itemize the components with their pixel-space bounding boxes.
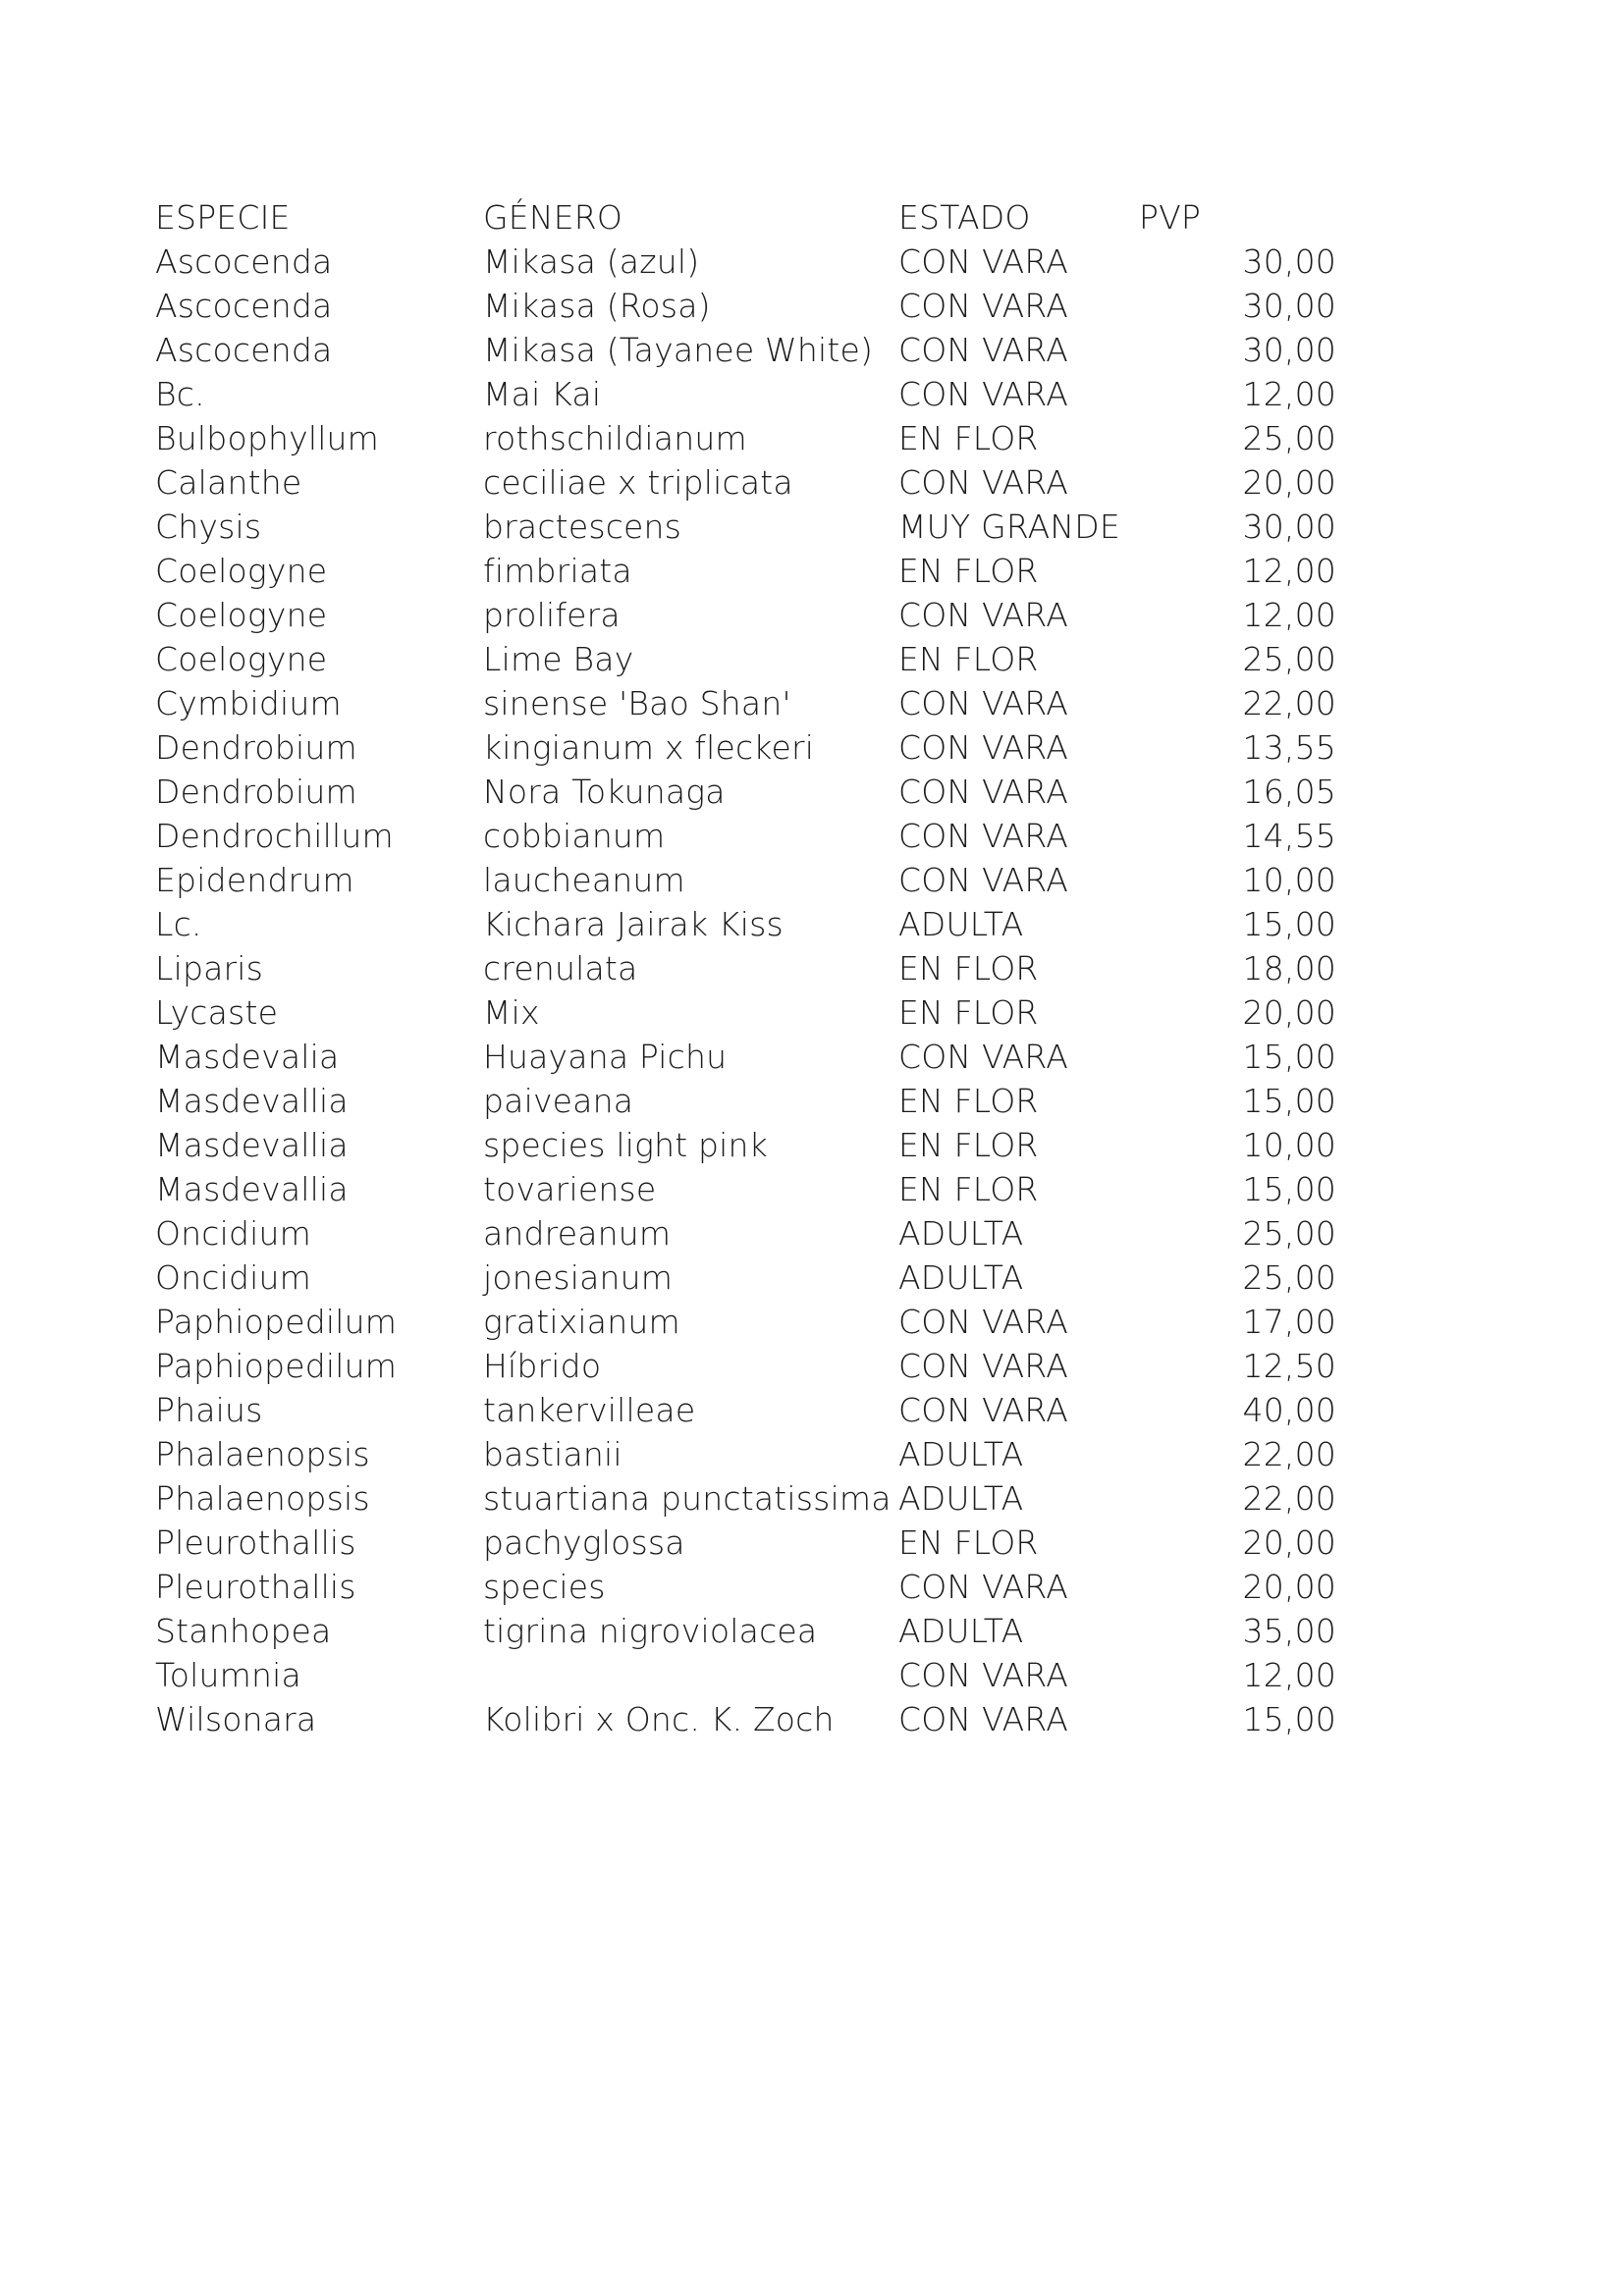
cell-genero: laucheanum	[483, 861, 685, 899]
cell-estado: EN FLOR	[898, 993, 1039, 1032]
cell-pvp: 20,00	[1242, 1568, 1336, 1606]
cell-especie: Ascocenda	[155, 287, 333, 325]
cell-pvp: 10,00	[1242, 861, 1336, 899]
cell-estado: CON VARA	[898, 728, 1068, 767]
cell-genero: tigrina nigroviolacea	[483, 1612, 818, 1650]
cell-especie: Oncidium	[155, 1214, 311, 1253]
cell-estado: ADULTA	[898, 905, 1024, 943]
table-row	[155, 1300, 1336, 1344]
cell-genero: Mix	[483, 993, 540, 1032]
table-row	[155, 814, 1336, 858]
table-row	[155, 1211, 1336, 1255]
table-row	[155, 902, 1336, 946]
cell-genero: sinense 'Bao Shan'	[483, 684, 791, 722]
cell-pvp: 14,55	[1242, 817, 1336, 855]
table-row	[155, 770, 1336, 814]
cell-pvp: 12,50	[1242, 1347, 1336, 1385]
table-row	[155, 240, 1336, 284]
cell-pvp: 12,00	[1242, 375, 1336, 413]
cell-estado: CON VARA	[898, 242, 1068, 281]
cell-estado: CON VARA	[898, 287, 1068, 325]
table-row	[155, 1565, 1336, 1609]
table-row	[155, 946, 1336, 990]
table-row	[155, 328, 1336, 372]
cell-genero: andreanum	[483, 1214, 672, 1253]
cell-especie: Chysis	[155, 507, 262, 546]
cell-pvp: 30,00	[1242, 287, 1336, 325]
cell-estado: CON VARA	[898, 1391, 1068, 1429]
cell-estado: EN FLOR	[898, 1082, 1039, 1120]
table-row	[155, 1697, 1336, 1741]
header-genero: GÉNERO	[483, 198, 623, 237]
cell-especie: Oncidium	[155, 1258, 311, 1297]
cell-especie: Pleurothallis	[155, 1523, 356, 1562]
cell-pvp: 22,00	[1242, 1479, 1336, 1518]
cell-pvp: 18,00	[1242, 949, 1336, 988]
table-row	[155, 460, 1336, 505]
cell-especie: Ascocenda	[155, 242, 333, 281]
cell-pvp: 15,00	[1242, 1082, 1336, 1120]
header-estado: ESTADO	[898, 198, 1031, 237]
cell-pvp: 16,05	[1242, 773, 1336, 811]
cell-especie: Bc.	[155, 375, 205, 413]
cell-estado: EN FLOR	[898, 949, 1039, 988]
cell-estado: CON VARA	[898, 1656, 1068, 1694]
table-row	[155, 990, 1336, 1035]
header-pvp: PVP	[1139, 198, 1201, 237]
cell-pvp: 20,00	[1242, 463, 1336, 502]
cell-especie: Liparis	[155, 949, 264, 988]
cell-estado: CON VARA	[898, 1700, 1068, 1738]
cell-especie: Masdevallia	[155, 1170, 349, 1208]
cell-estado: ADULTA	[898, 1612, 1024, 1650]
cell-especie: Pleurothallis	[155, 1568, 356, 1606]
table-row	[155, 1255, 1336, 1300]
cell-estado: CON VARA	[898, 773, 1068, 811]
cell-estado: ADULTA	[898, 1435, 1024, 1473]
cell-pvp: 25,00	[1242, 640, 1336, 678]
cell-genero: stuartiana punctatissima	[483, 1479, 892, 1518]
cell-especie: Tolumnia	[155, 1656, 301, 1694]
table-row	[155, 1609, 1336, 1653]
cell-genero: rothschildianum	[483, 419, 747, 457]
cell-pvp: 15,00	[1242, 1170, 1336, 1208]
cell-especie: Phalaenopsis	[155, 1435, 370, 1473]
cell-especie: Masdevallia	[155, 1082, 349, 1120]
cell-genero: Híbrido	[483, 1347, 602, 1385]
cell-estado: EN FLOR	[898, 640, 1039, 678]
cell-pvp: 13,55	[1242, 728, 1336, 767]
cell-especie: Calanthe	[155, 463, 302, 502]
cell-genero: fimbriata	[483, 552, 632, 590]
cell-pvp: 12,00	[1242, 596, 1336, 634]
cell-genero: cobbianum	[483, 817, 666, 855]
cell-genero: bractescens	[483, 507, 682, 546]
cell-genero: tankervilleae	[483, 1391, 696, 1429]
cell-especie: Dendrochillum	[155, 817, 394, 855]
cell-pvp: 15,00	[1242, 905, 1336, 943]
cell-pvp: 20,00	[1242, 993, 1336, 1032]
cell-genero: jonesianum	[483, 1258, 674, 1297]
cell-especie: Lycaste	[155, 993, 279, 1032]
cell-estado: CON VARA	[898, 817, 1068, 855]
cell-genero: Mikasa (Rosa)	[483, 287, 711, 325]
cell-genero: ceciliae x triplicata	[483, 463, 793, 502]
cell-genero: Huayana Pichu	[483, 1038, 728, 1076]
cell-estado: ADULTA	[898, 1258, 1024, 1297]
cell-pvp: 20,00	[1242, 1523, 1336, 1562]
table-row	[155, 1167, 1336, 1211]
table-row	[155, 416, 1336, 460]
cell-especie: Phalaenopsis	[155, 1479, 370, 1518]
cell-estado: CON VARA	[898, 1038, 1068, 1076]
cell-pvp: 12,00	[1242, 1656, 1336, 1694]
table-header-row	[155, 195, 1336, 240]
cell-genero: Lime Bay	[483, 640, 634, 678]
cell-genero: kingianum x fleckeri	[483, 728, 815, 767]
table-body	[155, 240, 1336, 1741]
cell-estado: CON VARA	[898, 1347, 1068, 1385]
cell-especie: Cymbidium	[155, 684, 342, 722]
cell-pvp: 10,00	[1242, 1126, 1336, 1164]
cell-estado: CON VARA	[898, 331, 1068, 369]
cell-especie: Coelogyne	[155, 552, 328, 590]
cell-genero: Kichara Jairak Kiss	[483, 905, 784, 943]
cell-genero: Kolibri x Onc. K. Zoch	[483, 1700, 835, 1738]
cell-estado: CON VARA	[898, 463, 1068, 502]
cell-pvp: 15,00	[1242, 1700, 1336, 1738]
cell-genero: species	[483, 1568, 606, 1606]
cell-pvp: 30,00	[1242, 331, 1336, 369]
table-row	[155, 637, 1336, 681]
cell-genero: Mai Kai	[483, 375, 602, 413]
table-row	[155, 1432, 1336, 1476]
table-row	[155, 549, 1336, 593]
cell-estado: CON VARA	[898, 1303, 1068, 1341]
cell-pvp: 22,00	[1242, 1435, 1336, 1473]
cell-especie: Ascocenda	[155, 331, 333, 369]
cell-estado: CON VARA	[898, 1568, 1068, 1606]
cell-especie: Lc.	[155, 905, 202, 943]
cell-estado: CON VARA	[898, 684, 1068, 722]
cell-genero: Mikasa (Tayanee White)	[483, 331, 874, 369]
table-row	[155, 681, 1336, 725]
header-especie: ESPECIE	[155, 198, 291, 237]
cell-pvp: 25,00	[1242, 1258, 1336, 1297]
cell-pvp: 40,00	[1242, 1391, 1336, 1429]
cell-genero: gratixianum	[483, 1303, 680, 1341]
table-row	[155, 372, 1336, 416]
table-row	[155, 1476, 1336, 1521]
table-row	[155, 1123, 1336, 1167]
cell-estado: EN FLOR	[898, 1170, 1039, 1208]
cell-pvp: 35,00	[1242, 1612, 1336, 1650]
cell-genero: Mikasa (azul)	[483, 242, 700, 281]
table-row	[155, 505, 1336, 549]
table-row	[155, 858, 1336, 902]
cell-especie: Wilsonara	[155, 1700, 317, 1738]
cell-pvp: 17,00	[1242, 1303, 1336, 1341]
cell-pvp: 25,00	[1242, 419, 1336, 457]
table-row	[155, 725, 1336, 770]
cell-pvp: 15,00	[1242, 1038, 1336, 1076]
cell-estado: CON VARA	[898, 596, 1068, 634]
cell-pvp: 30,00	[1242, 507, 1336, 546]
price-table	[155, 195, 1336, 1741]
table-row	[155, 284, 1336, 328]
cell-estado: ADULTA	[898, 1479, 1024, 1518]
table-row	[155, 593, 1336, 637]
cell-genero: Nora Tokunaga	[483, 773, 726, 811]
cell-genero: bastianii	[483, 1435, 622, 1473]
cell-especie: Bulbophyllum	[155, 419, 380, 457]
cell-pvp: 12,00	[1242, 552, 1336, 590]
cell-genero: tovariense	[483, 1170, 657, 1208]
table-row	[155, 1035, 1336, 1079]
cell-pvp: 22,00	[1242, 684, 1336, 722]
cell-genero: paiveana	[483, 1082, 634, 1120]
cell-especie: Dendrobium	[155, 773, 357, 811]
cell-estado: EN FLOR	[898, 1523, 1039, 1562]
cell-estado: CON VARA	[898, 375, 1068, 413]
cell-genero: species light pink	[483, 1126, 768, 1164]
cell-especie: Masdevalia	[155, 1038, 340, 1076]
cell-especie: Paphiopedilum	[155, 1303, 398, 1341]
table-row	[155, 1653, 1336, 1697]
table-row	[155, 1344, 1336, 1388]
cell-especie: Coelogyne	[155, 640, 328, 678]
cell-pvp: 30,00	[1242, 242, 1336, 281]
cell-especie: Stanhopea	[155, 1612, 332, 1650]
cell-pvp: 25,00	[1242, 1214, 1336, 1253]
cell-estado: CON VARA	[898, 861, 1068, 899]
cell-estado: EN FLOR	[898, 552, 1039, 590]
cell-genero: prolifera	[483, 596, 621, 634]
cell-estado: MUY GRANDE	[898, 507, 1120, 546]
cell-especie: Coelogyne	[155, 596, 328, 634]
cell-especie: Epidendrum	[155, 861, 354, 899]
table-row	[155, 1079, 1336, 1123]
cell-genero: pachyglossa	[483, 1523, 685, 1562]
cell-especie: Masdevallia	[155, 1126, 349, 1164]
cell-estado: ADULTA	[898, 1214, 1024, 1253]
cell-estado: EN FLOR	[898, 1126, 1039, 1164]
cell-especie: Dendrobium	[155, 728, 357, 767]
cell-especie: Paphiopedilum	[155, 1347, 398, 1385]
cell-genero: crenulata	[483, 949, 638, 988]
cell-genero	[483, 1653, 898, 1697]
table-row	[155, 1521, 1336, 1565]
table-row	[155, 1388, 1336, 1432]
cell-estado: EN FLOR	[898, 419, 1039, 457]
cell-especie: Phaius	[155, 1391, 263, 1429]
